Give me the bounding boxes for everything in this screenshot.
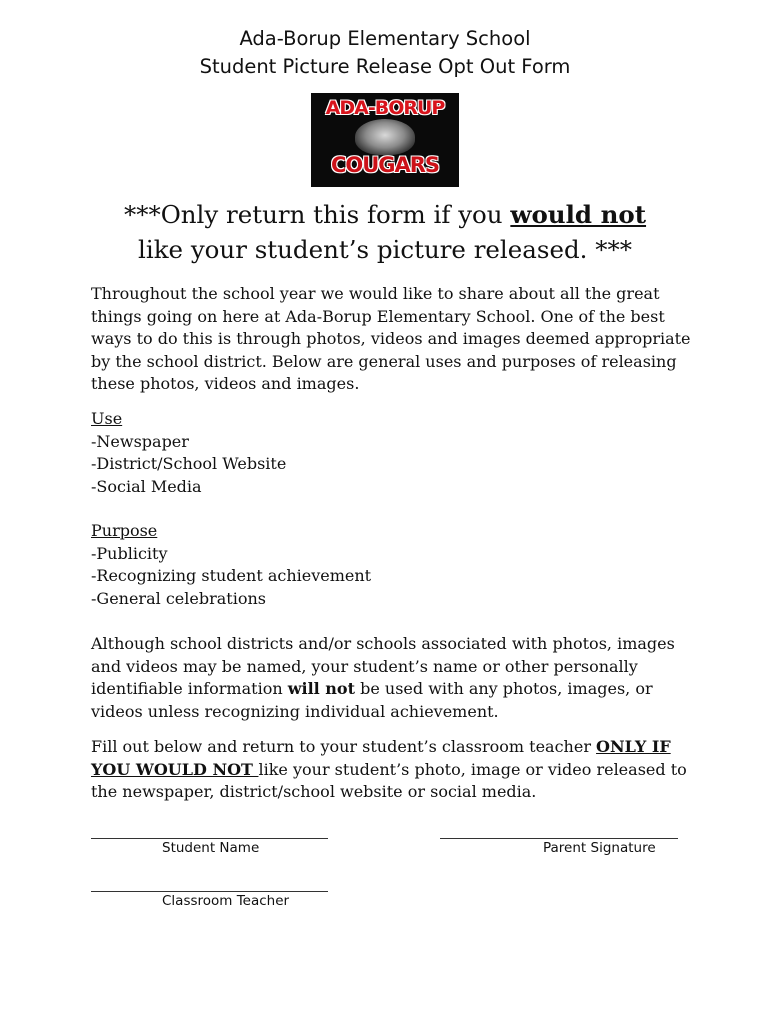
notice-line-1	[0, 200, 770, 229]
cougar-mascot-icon	[355, 119, 415, 155]
instructions-emphasis: ONLY IF YOU WOULD NOT	[91, 737, 671, 779]
privacy-text-1: Although school districts and/or schools associated with photos, images and videos may be named, your student’s name or other personally identifiable information	[91, 634, 675, 698]
notice-prefix: ***Only return this form if you	[123, 200, 511, 229]
list-item: -District/School Website	[91, 454, 287, 473]
student-name-label: Student Name	[162, 840, 260, 856]
instructions-text-1: Fill out below and return to your student’s classroom teacher	[91, 737, 597, 756]
use-heading: Use	[91, 409, 123, 428]
list-item: -Publicity	[91, 543, 168, 563]
school-name: Ada-Borup Elementary School	[239, 27, 531, 50]
list-item: -Social Media	[91, 476, 202, 496]
instructions-text-2: like your student’s photo, image or video released to the newspaper, district/school website or social media.	[91, 759, 687, 801]
notice-line-2: like your student’s picture released. ***	[138, 235, 632, 264]
student-name-line[interactable]	[91, 838, 328, 839]
instructions-paragraph	[91, 736, 691, 804]
classroom-teacher-label: Classroom Teacher	[162, 893, 290, 909]
cougars-logo	[311, 93, 459, 187]
list-item: -Newspaper	[91, 431, 189, 451]
classroom-teacher-line[interactable]	[91, 891, 328, 892]
purpose-heading: Purpose	[91, 521, 158, 540]
privacy-bold: will not	[287, 679, 355, 698]
logo-top-text: ADA-BORUP	[325, 97, 445, 119]
privacy-paragraph	[91, 633, 691, 723]
intro-paragraph: Throughout the school year we would like to share about all the great things going on here at Ada-Borup Elementary School. One of the best ways to do this is through photos, videos and images deemed appropriate by the school district. Below are general uses and purposes of releasing these photos, videos and images.	[91, 284, 691, 393]
purpose-list	[91, 520, 691, 610]
list-item: -General celebrations	[91, 588, 266, 608]
use-list	[91, 408, 691, 498]
privacy-text-2: be used with any photos, images, or videos unless recognizing individual achievement.	[91, 679, 653, 721]
parent-signature-label: Parent Signature	[543, 840, 656, 856]
form-title: Student Picture Release Opt Out Form	[199, 55, 571, 78]
list-item: -Recognizing student achievement	[91, 566, 372, 585]
notice-emphasis: would not	[510, 200, 647, 229]
parent-signature-line[interactable]	[440, 838, 678, 839]
logo-bottom-text: COUGARS	[330, 153, 440, 177]
